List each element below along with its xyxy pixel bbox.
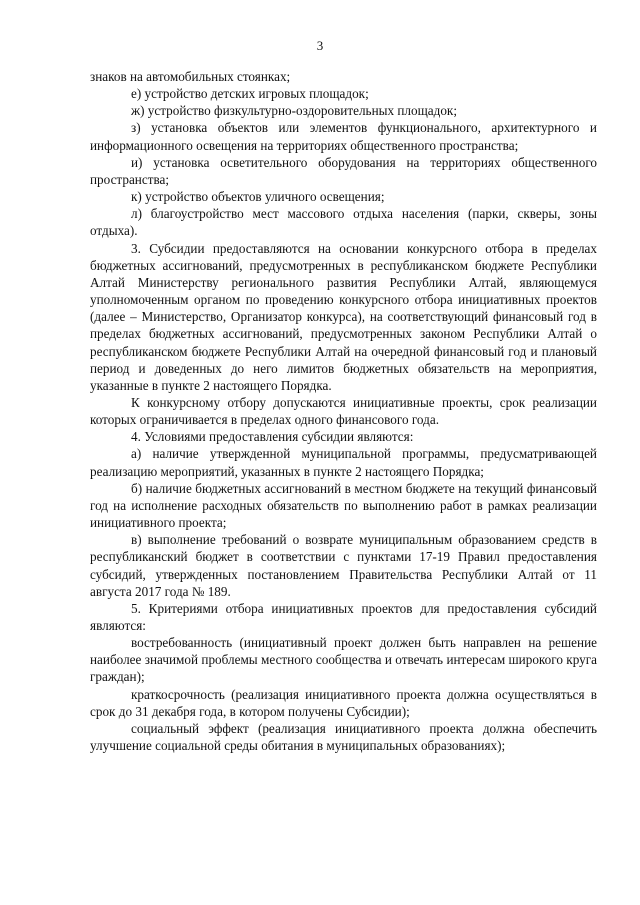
paragraph: краткосрочность (реализация инициативного проекта должна осуществляться в срок до 31 декабря года, в котором получены Субсидии); (90, 686, 597, 719)
paragraph: знаков на автомобильных стоянках; (90, 69, 291, 84)
paragraph: в) выполнение требований о возврате муниципальным образованием средств в республиканский бюджет в соответствии с пунктами 17-19 Правил предоставления субсидий, утвержденных постановлением Правительства Республики Алтай от 11 августа 2017 года № 189. (90, 532, 597, 599)
paragraph: востребованность (инициативный проект должен быть направлен на решение наиболее значимой проблемы местного сообщества и отвечать интересам широкого круга граждан); (90, 635, 597, 685)
document-body (90, 68, 597, 754)
paragraph: 4. Условиями предоставления субсидии являются: (131, 429, 414, 445)
paragraph: з) установка объектов или элементов функционального, архитектурного и информационного освещения на территориях общественного пространства; (90, 120, 597, 153)
paragraph: к) устройство объектов уличного освещения; (131, 189, 385, 205)
paragraph: л) благоустройство мест массового отдыха населения (парки, скверы, зоны отдыха). (90, 206, 597, 239)
paragraph: 5. Критериями отбора инициативных проектов для предоставления субсидий являются: (90, 600, 597, 633)
paragraph: К конкурсному отбору допускаются инициативные проекты, срок реализации которых ограничивается в пределах одного финансового года. (90, 394, 597, 428)
page-number: 3 (316, 38, 324, 53)
paragraph: а) наличие утвержденной муниципальной программы, предусматривающей реализацию мероприятий, указанных в пункте 2 настоящего Порядка; (90, 446, 597, 479)
paragraph: ж) устройство физкультурно-оздоровительных площадок; (131, 103, 457, 119)
paragraph: и) установка осветительного оборудования на территориях общественного пространства; (90, 154, 597, 187)
paragraph: социальный эффект (реализация инициативного проекта должна обеспечить улучшение социальной среды обитания в муниципальных образованиях); (90, 720, 597, 754)
paragraph: 3. Субсидии предоставляются на основании конкурсного отбора в пределах бюджетных ассигнований, предусмотренных в республиканском бюджете Республики Алтай Министерству регионального развития Республики Алтай, являющемуся уполномоченным органом по проведению конкурсного отбора инициативных проектов (далее – Министерство, Организатор конкурса), на соответствующий финансовый год в пределах бюджетных ассигнований, предусмотренных законом Республики Алтай о республиканском бюджете Республики Алтай на очередной финансовый год и плановый период и доведенных до него лимитов бюджетных обязательств на мероприятия, указанные в пункте 2 настоящего Порядка. (90, 240, 597, 393)
paragraph: б) наличие бюджетных ассигнований в местном бюджете на текущий финансовый год на исполнение расходных обязательств по выполнению работ в рамках реализации инициативного проекта; (90, 480, 597, 531)
paragraph: е) устройство детских игровых площадок; (131, 86, 369, 102)
